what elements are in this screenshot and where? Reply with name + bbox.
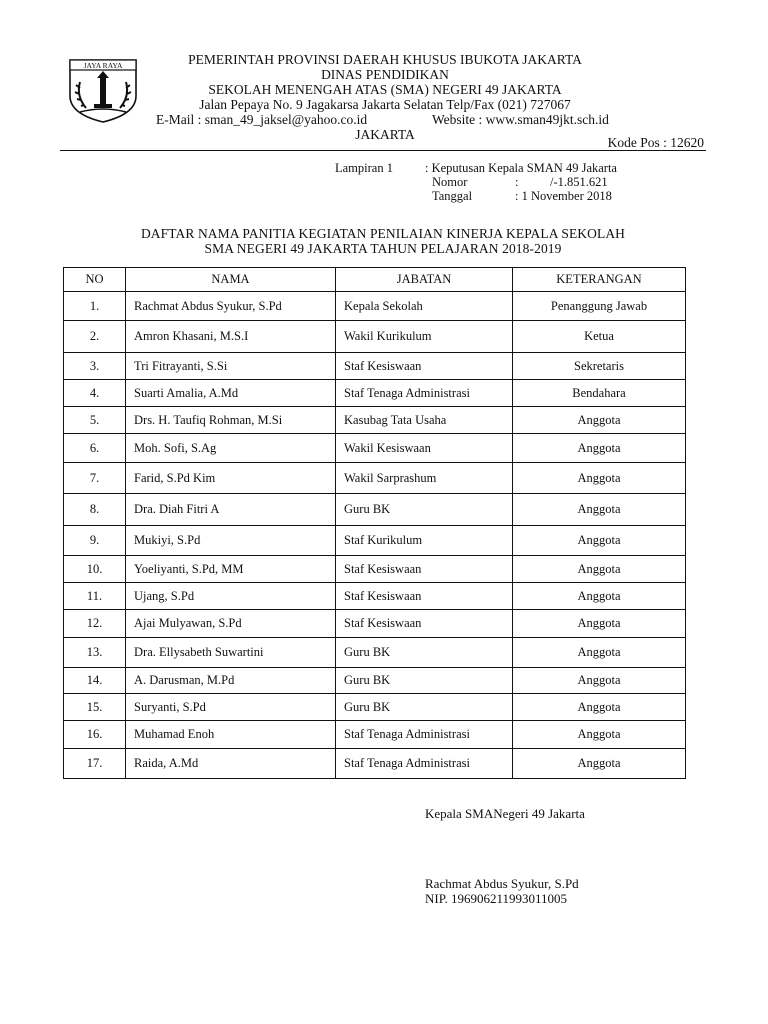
- cell-no: 2.: [64, 321, 126, 353]
- cell-jabatan: Kepala Sekolah: [336, 292, 513, 321]
- table-row: [64, 694, 686, 721]
- letterhead-school-name: SEKOLAH MENENGAH ATAS (SMA) NEGERI 49 JAKARTA: [208, 82, 562, 97]
- cell-nama: Ujang, S.Pd: [126, 583, 336, 610]
- cell-keterangan: Anggota: [513, 749, 686, 779]
- cell-nama: Farid, S.Pd Kim: [126, 463, 336, 494]
- cell-no: 10.: [64, 556, 126, 583]
- cell-nama: Rachmat Abdus Syukur, S.Pd: [126, 292, 336, 321]
- cell-nama: Amron Khasani, M.S.I: [126, 321, 336, 353]
- cell-jabatan: Staf Kesiswaan: [336, 556, 513, 583]
- cell-jabatan: Staf Kesiswaan: [336, 353, 513, 380]
- cell-jabatan: Staf Tenaga Administrasi: [336, 721, 513, 749]
- cell-no: 14.: [64, 668, 126, 694]
- header-no: NO: [64, 268, 126, 292]
- header-nama: NAMA: [126, 268, 336, 292]
- table-row: [64, 292, 686, 321]
- cell-nama: Dra. Ellysabeth Suwartini: [126, 638, 336, 668]
- letterhead-divider: [60, 150, 706, 151]
- table-row: [64, 494, 686, 526]
- cell-jabatan: Staf Kesiswaan: [336, 610, 513, 638]
- table-row: [64, 749, 686, 779]
- letterhead-email: E-Mail : sman_49_jaksel@yahoo.co.id: [156, 112, 368, 127]
- cell-keterangan: Anggota: [513, 407, 686, 434]
- cell-nama: A. Darusman, M.Pd: [126, 668, 336, 694]
- cell-nama: Tri Fitrayanti, S.Si: [126, 353, 336, 380]
- cell-nama: Suryanti, S.Pd: [126, 694, 336, 721]
- cell-keterangan: Bendahara: [513, 380, 686, 407]
- cell-jabatan: Guru BK: [336, 494, 513, 526]
- table-row: [64, 434, 686, 463]
- cell-no: 13.: [64, 638, 126, 668]
- cell-keterangan: Anggota: [513, 463, 686, 494]
- cell-keterangan: Anggota: [513, 494, 686, 526]
- cell-no: 11.: [64, 583, 126, 610]
- cell-jabatan: Wakil Sarprashum: [336, 463, 513, 494]
- table-row: [64, 463, 686, 494]
- cell-no: 12.: [64, 610, 126, 638]
- cell-keterangan: Anggota: [513, 668, 686, 694]
- cell-keterangan: Sekretaris: [513, 353, 686, 380]
- cell-no: 4.: [64, 380, 126, 407]
- cell-no: 16.: [64, 721, 126, 749]
- letterhead-city: JAKARTA: [355, 127, 415, 142]
- cell-nama: Drs. H. Taufiq Rohman, M.Si: [126, 407, 336, 434]
- letterhead-government: PEMERINTAH PROVINSI DAERAH KHUSUS IBUKOTA JAKARTA: [188, 52, 582, 67]
- cell-no: 7.: [64, 463, 126, 494]
- cell-keterangan: Anggota: [513, 721, 686, 749]
- lampiran-label: Lampiran 1: [335, 161, 393, 175]
- letterhead-department: DINAS PENDIDIKAN: [321, 67, 449, 82]
- signature-nip: NIP. 196906211993011005: [425, 891, 568, 906]
- cell-nama: Mukiyi, S.Pd: [126, 526, 336, 556]
- letterhead: [150, 52, 620, 142]
- table-row: [64, 721, 686, 749]
- table-row: [64, 321, 686, 353]
- kode-pos: Kode Pos : 12620: [607, 135, 704, 150]
- table-row: [64, 638, 686, 668]
- letterhead-contact: [150, 112, 620, 127]
- cell-nama: Muhamad Enoh: [126, 721, 336, 749]
- cell-keterangan: Anggota: [513, 583, 686, 610]
- table-row: [64, 556, 686, 583]
- cell-keterangan: Anggota: [513, 526, 686, 556]
- cell-no: 3.: [64, 353, 126, 380]
- table-row: [64, 407, 686, 434]
- nomor-value: /-1.851.621: [550, 175, 608, 189]
- cell-nama: Suarti Amalia, A.Md: [126, 380, 336, 407]
- signature-name: Rachmat Abdus Syukur, S.Pd: [425, 876, 579, 891]
- cell-no: 5.: [64, 407, 126, 434]
- cell-keterangan: Anggota: [513, 694, 686, 721]
- table-row: [64, 380, 686, 407]
- cell-nama: Ajai Mulyawan, S.Pd: [126, 610, 336, 638]
- tanggal-label: Tanggal: [432, 189, 473, 203]
- committee-table: [63, 267, 686, 779]
- cell-jabatan: Wakil Kurikulum: [336, 321, 513, 353]
- table-row: [64, 583, 686, 610]
- cell-nama: Raida, A.Md: [126, 749, 336, 779]
- signature-title: Kepala SMANegeri 49 Jakarta: [425, 806, 585, 821]
- lampiran-block: [0, 161, 768, 207]
- cell-jabatan: Kasubag Tata Usaha: [336, 407, 513, 434]
- header-jabatan: JABATAN: [336, 268, 513, 292]
- cell-keterangan: Anggota: [513, 610, 686, 638]
- cell-jabatan: Staf Tenaga Administrasi: [336, 380, 513, 407]
- cell-jabatan: Staf Kurikulum: [336, 526, 513, 556]
- lampiran-keputusan: : Keputusan Kepala SMAN 49 Jakarta: [425, 161, 617, 175]
- cell-no: 17.: [64, 749, 126, 779]
- cell-jabatan: Staf Kesiswaan: [336, 583, 513, 610]
- letterhead-address: Jalan Pepaya No. 9 Jagakarsa Jakarta Selatan Telp/Fax (021) 727067: [199, 97, 571, 112]
- cell-jabatan: Guru BK: [336, 668, 513, 694]
- cell-nama: Moh. Sofi, S.Ag: [126, 434, 336, 463]
- table-header-row: [64, 268, 686, 292]
- cell-nama: Yoeliyanti, S.Pd, MM: [126, 556, 336, 583]
- table-row: [64, 353, 686, 380]
- jakarta-emblem-logo: [66, 56, 140, 124]
- cell-no: 9.: [64, 526, 126, 556]
- title-line-1: DAFTAR NAMA PANITIA KEGIATAN PENILAIAN KINERJA KEPALA SEKOLAH: [140, 226, 626, 241]
- cell-keterangan: Anggota: [513, 638, 686, 668]
- cell-keterangan: Ketua: [513, 321, 686, 353]
- cell-no: 8.: [64, 494, 126, 526]
- cell-nama: Dra. Diah Fitri A: [126, 494, 336, 526]
- nomor-separator: :: [515, 175, 519, 189]
- cell-jabatan: Staf Tenaga Administrasi: [336, 749, 513, 779]
- header-keterangan: KETERANGAN: [513, 268, 686, 292]
- cell-jabatan: Guru BK: [336, 694, 513, 721]
- cell-no: 1.: [64, 292, 126, 321]
- svg-text:JAYA RAYA: JAYA RAYA: [83, 61, 123, 70]
- cell-no: 6.: [64, 434, 126, 463]
- cell-no: 15.: [64, 694, 126, 721]
- table-body: [64, 292, 686, 779]
- table-row: [64, 610, 686, 638]
- cell-keterangan: Penanggung Jawab: [513, 292, 686, 321]
- table-row: [64, 668, 686, 694]
- cell-keterangan: Anggota: [513, 556, 686, 583]
- cell-jabatan: Guru BK: [336, 638, 513, 668]
- table-row: [64, 526, 686, 556]
- document-title: [60, 226, 706, 256]
- nomor-label: Nomor: [432, 175, 468, 189]
- cell-jabatan: Wakil Kesiswaan: [336, 434, 513, 463]
- cell-keterangan: Anggota: [513, 434, 686, 463]
- title-line-2: SMA NEGERI 49 JAKARTA TAHUN PELAJARAN 2018-2019: [204, 241, 562, 256]
- letterhead-website: Website : www.sman49jkt.sch.id: [432, 112, 609, 127]
- tanggal-value: : 1 November 2018: [515, 189, 612, 203]
